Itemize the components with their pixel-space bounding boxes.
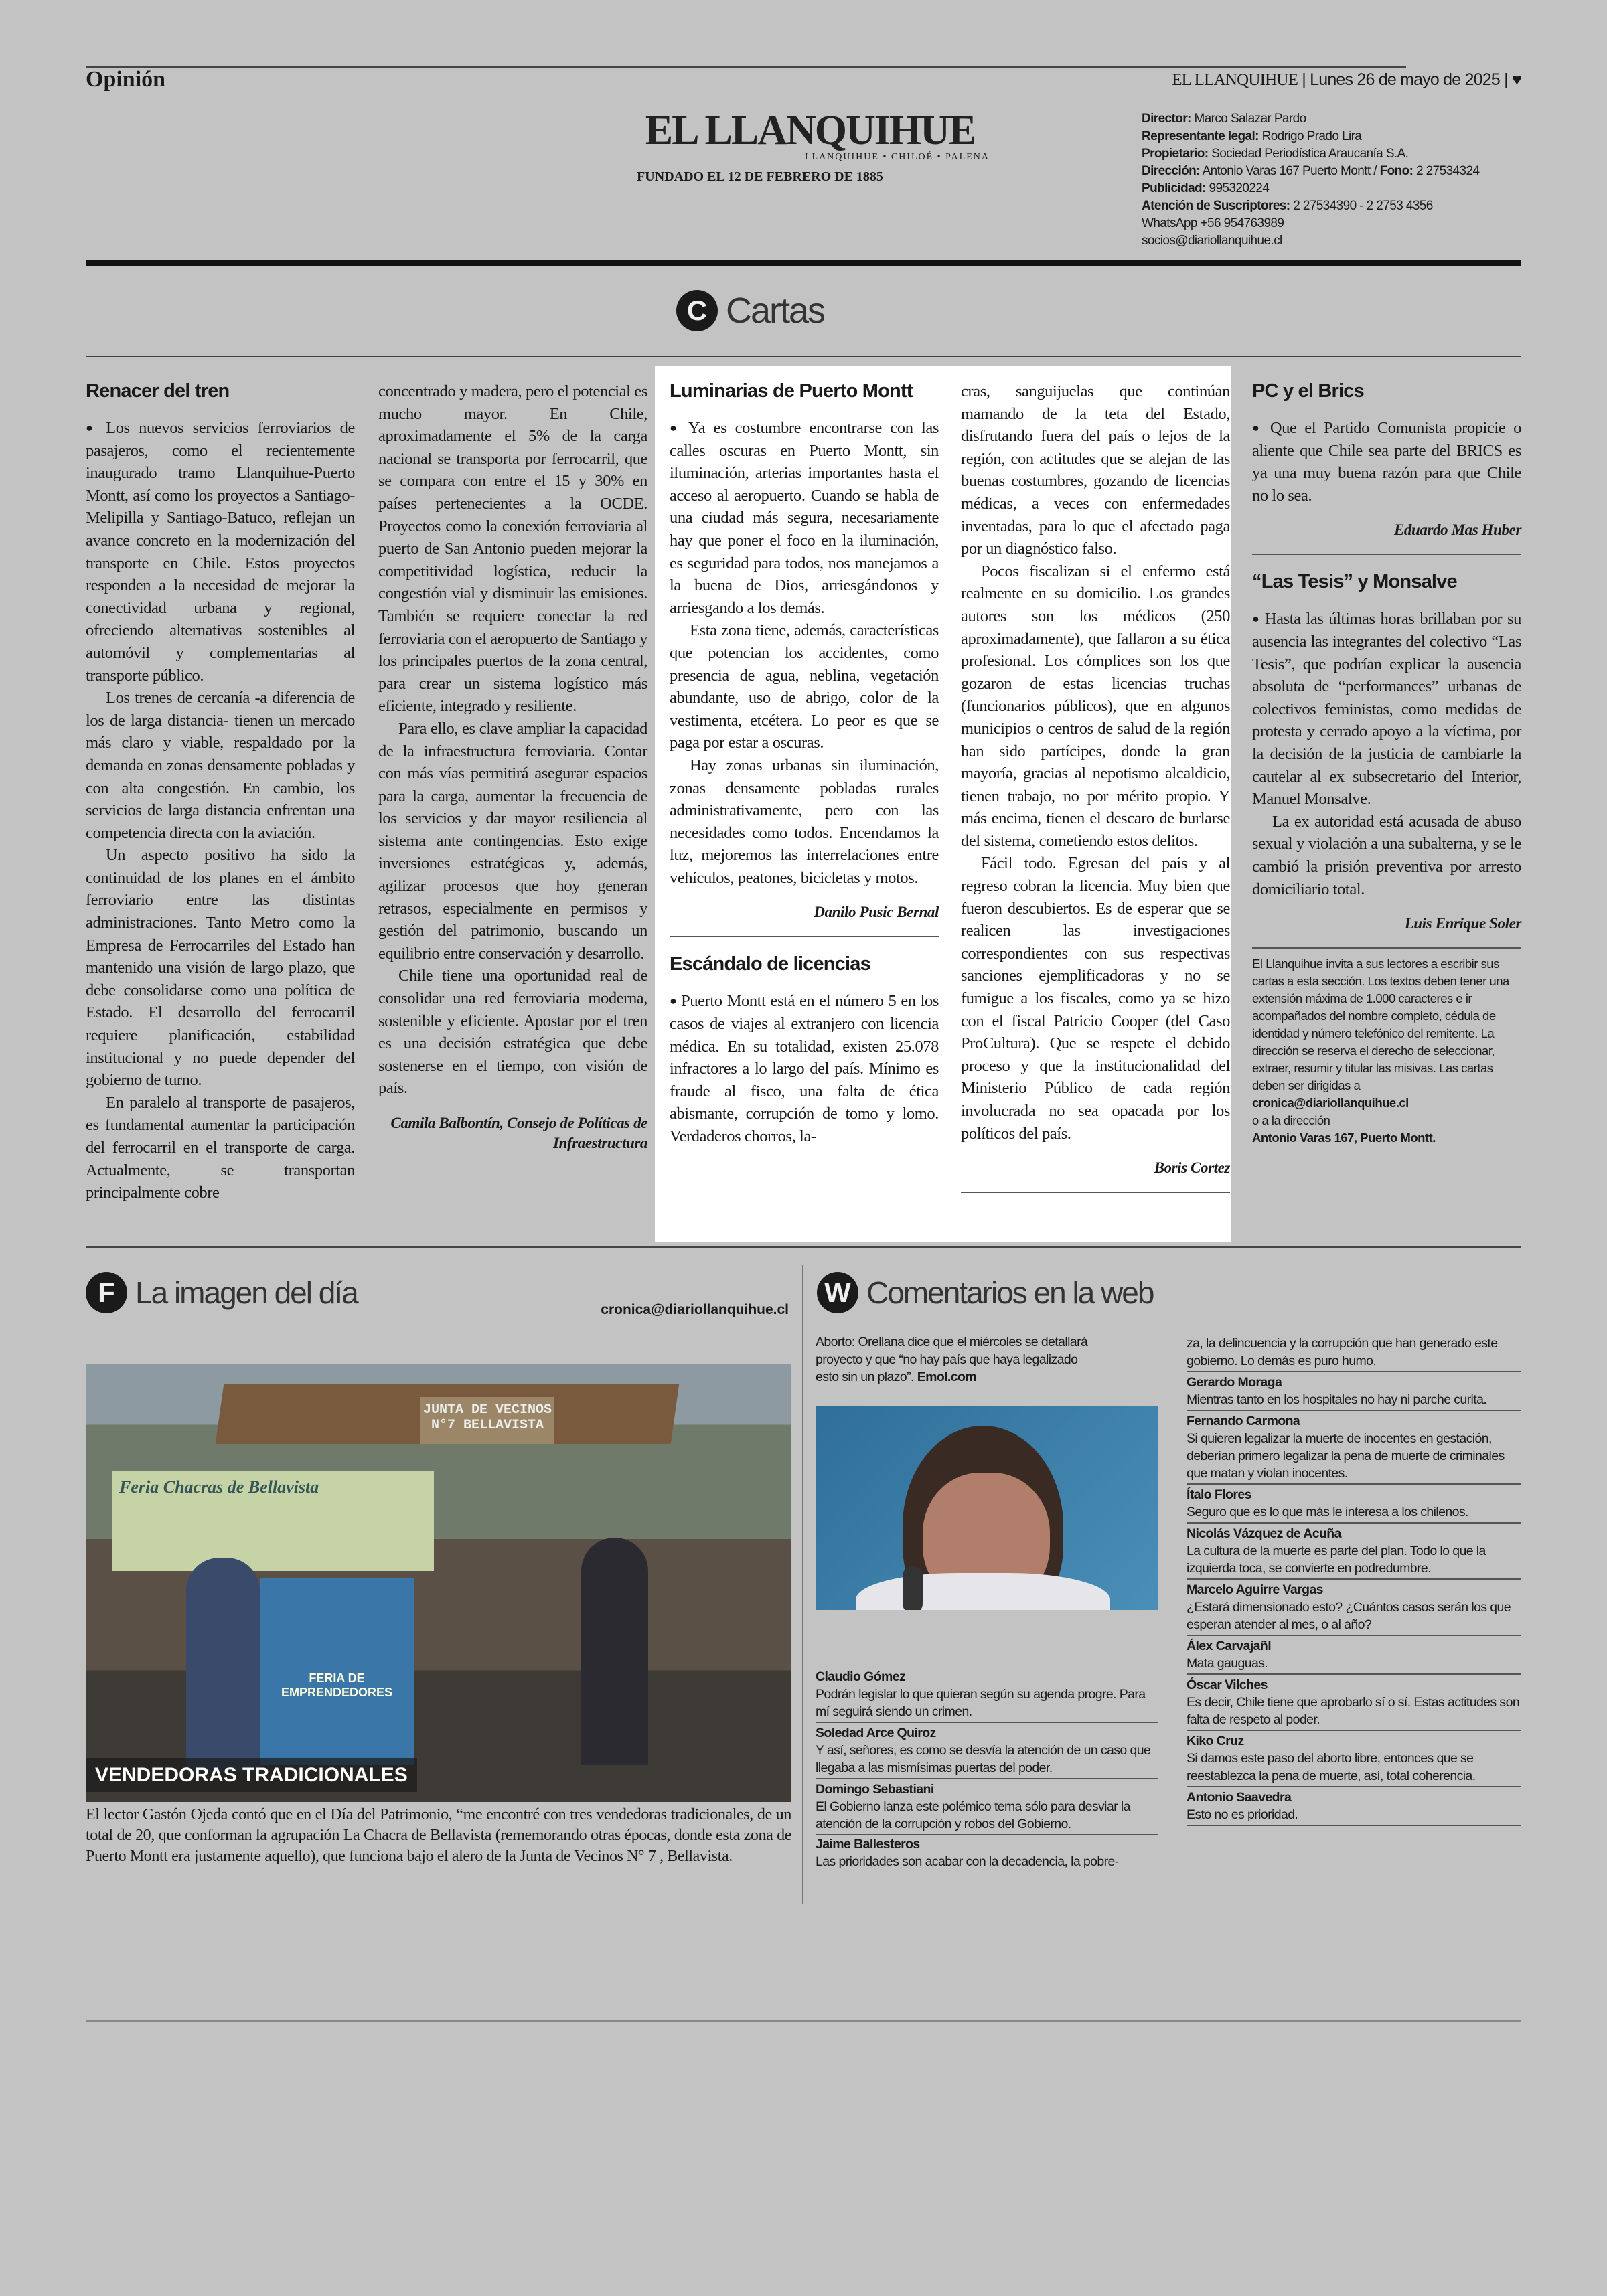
politician-photo <box>816 1406 1158 1610</box>
comment: Antonio Saavedra Esto no es prioridad. <box>1187 1787 1521 1826</box>
twitter-icon[interactable]: ♥ <box>1511 70 1521 89</box>
paper-name: EL LLANQUIHUE <box>1172 71 1298 89</box>
comentarios-title: Comentarios en la web <box>866 1275 1154 1310</box>
letter-title: Escándalo de licencias <box>670 953 870 975</box>
comment: Marcelo Aguirre Vargas ¿Estará dimensionado esto? ¿Cuántos casos serán los que esperan atender al mes, o al año? <box>1187 1580 1521 1636</box>
divider <box>86 356 1521 357</box>
letter-title: PC y el Brics <box>1252 380 1364 402</box>
w-icon: W <box>817 1272 858 1313</box>
letter-luminarias: Luminarias de Puerto Montt ● Ya es costumbre encontrarse con las calles oscuras en Puerto Montt, sin iluminación, arterias importantes hasta el acceso al aeropuerto. Cuando se habla de una ciudad más segura, necesariamente hay que poner el foco en la iluminación, es seguridad para todos, nos manejamos a la buena de Dios, arriesgándonos y arriesgando a los demás. Esta zona tiene, además, características que potencian los accidentes, como presencia de agua, neblina, vegetación abundante, uso de abrigo, color de la vestimenta, etcétera. Lo peor es que se paga por estar a oscuras. Hay zonas urbanas sin iluminación, zonas densamente pobladas rurales administrativamente, pero con las necesidades como todos. Encendamos la luz, mejoremos las interrelaciones entre vehículos, peatones, bicicletas y motos. Danilo Pusic Bernal Escándalo de licencias ● Puerto Montt está en el número 5 en los casos de viajes al extranjero con licencia médica. En su totalidad, existen 25.078 infractores a lo largo del país. Mínimo es fraude al fisco, una falta de ética abismante, corrupción de tomo y lomo. Verdaderos chorros, la- <box>670 380 939 1148</box>
letter-renacer-cont: concentrado y madera, pero el potencial es mucho mayor. En Chile, aproximadamente el 5% de la carga nacional se transporta por ferrocarril, que se compara con entre el 15 y 30% en países pertenecientes a la OCDE. Proyectos como la conexión ferroviaria al puerto de San Antonio pueden mejorar la competitividad logística, reducir la congestión vial y disminuir las emisiones. También se requiere conectar la red ferroviaria con el aeropuerto de Santiago y los principales puertos de la zona central, para crear un sistema logístico más eficiente, integrado y resiliente. Para ello, es clave ampliar la capacidad de la infraestructura ferroviaria. Contar con más vías permitirá asegurar espacios para la carga, aumentar la frecuencia de los servicios y dar mayor resiliencia al sistema ante contingencias. Esto exige inversiones estratégicas y, además, agilizar procesos que hoy generan retrasos, especialmente en permisos y gestión del patrimonio, buscando un equilibrio entre conservación y desarrollo. Chile tiene una oportunidad real de consolidar una red ferroviaria moderna, sostenible y eficiente. Apostar por el tren es una decisión estratégica que debe sostenerse en el tiempo, con visión de país. Camila Balbontín, Consejo de Políticas de Infraestructura <box>378 380 647 1153</box>
dateline: EL LLANQUIHUE | Lunes 26 de mayo de 2025 | ♥ <box>1172 70 1521 89</box>
imagen-email[interactable]: cronica@diariollanquihue.cl <box>601 1302 789 1317</box>
thick-rule <box>86 260 1521 266</box>
f-icon: F <box>86 1272 127 1313</box>
letter-title: Luminarias de Puerto Montt <box>670 380 913 402</box>
photo-label: VENDEDORAS TRADICIONALES <box>86 1758 417 1792</box>
signature: Eduardo Mas Huber <box>1393 521 1521 539</box>
date: Lunes 26 de mayo de 2025 <box>1310 70 1500 89</box>
cartas-header <box>676 290 824 331</box>
divider <box>86 1246 1521 1248</box>
letter-brics: PC y el Brics ● Que el Partido Comunista propicie o aliente que Chile sea parte del BRICS es ya una muy buena razón para que Chile no lo sea. Eduardo Mas Huber “Las Tesis” y Monsalve ● Hasta las últimas horas brillaban por su ausencia las integrantes del colectivo “Las Tesis”, que podrían explicar la ausencia absoluta de “performances” urbanas de colectivos feministas, como medidas de protesta y cerrado apoyo a la víctima, por la decisión de la justicia de cambiarle la cautelar al ex subsecretario del Interior, Manuel Monsalve. La ex autoridad está acusada de abuso sexual y violación a una subalterna, y se le cambió la prisión preventiva por arresto domiciliario total. Luis Enrique Soler El Llanquihue invita a sus lectores a escribir sus cartas a esta sección. Los textos deben tener una extensión máxima de 1.000 caracteres e ir acompañados del nombre completo, cédula de identidad y número telefónico del remitente. La dirección se reserva el derecho de seleccionar, extraer, resumir y titular las misivas. Las cartas deben ser dirigidas a cronica@diariollanquihue.cl o a la dirección Antonio Varas 167, Puerto Montt. <box>1252 380 1521 1147</box>
source-link[interactable]: Emol.com <box>917 1370 977 1384</box>
comment: Óscar Vilches Es decir, Chile tiene que aprobarlo sí o sí. Estas actitudes son falta de respeto al poder. <box>1187 1675 1521 1731</box>
column-divider <box>802 1265 804 1904</box>
letter-title: “Las Tesis” y Monsalve <box>1252 571 1457 593</box>
comment: Fernando Carmona Si quieren legalizar la muerte de inocentes en gestación, deberían primero legalizar la pena de muerte de criminales que matan y violan inocentes. <box>1187 1411 1521 1485</box>
market-photo <box>86 1364 791 1802</box>
comment: Gerardo Moraga Mientras tanto en los hospitales no hay ni parche curita. <box>1187 1372 1521 1411</box>
signature: Boris Cortez <box>1154 1159 1230 1177</box>
comentarios-header <box>817 1272 1153 1313</box>
masthead: Director: Marco Salazar Pardo Representante legal: Rodrigo Prado Lira Propietario: Sociedad Periodística Araucanía S.A. Dirección: Antonio Varas 167 Puerto Montt / Fono: 2 27534324 Publicidad: 995320224 Atención de Suscriptores: 2 27534390 - 2 2753 4356 WhatsApp +56 954763989 socios@diariollanquihue.cl <box>1142 112 1480 248</box>
comment: Claudio Gómez Podrán legislar lo que quieran según su agenda progre. Para mí seguirá siendo un crimen. <box>816 1667 1158 1723</box>
comment: Domingo Sebastiani El Gobierno lanza este polémico tema sólo para desviar la atención de la corrupción y robos del Gobierno. <box>816 1779 1158 1835</box>
submission-note: El Llanquihue invita a sus lectores a escribir sus cartas a esta sección. Los textos deben tener una extensión máxima de 1.000 caracteres e ir acompañados del nombre completo, cédula de identidad y número telefónico del remitente. La dirección se reserva el derecho de seleccionar, extraer, resumir y titular las misivas. Las cartas deben ser dirigidas a cronica@diariollanquihue.cl o a la dirección Antonio Varas 167, Puerto Montt. <box>1252 955 1521 1147</box>
photo-caption: El lector Gastón Ojeda contó que en el Día del Patrimonio, “me encontré con tres vendedoras tradicionales, de un total de 20, que conforman la agrupación La Chacra de Bellavista (rememorando otras épocas, donde esta zona de Puerto Montt era justamente aquello), que funciona bajo el alero de la Junta de Vecinos N° 7 , Bellavista. <box>86 1806 791 1865</box>
section-label: Opinión <box>86 67 166 92</box>
letter-renacer: Renacer del tren ● Los nuevos servicios ferroviarios de pasajeros, como el recientemente inaugurado tramo Llanquihue-Puerto Montt, así como los proyectos a Santiago-Melipilla y Santiago-Batuco, reflejan un avance concreto en la modernización del transporte en Chile. Estos proyectos responden a la necesidad de mejorar la conectividad urbana y regional, ofreciendo alternativas sostenibles al automóvil y complementarias al transporte público. Los trenes de cercanía -a diferencia de los de larga distancia- tienen un mercado más claro y viable, respaldado por la demanda en zonas densamente pobladas y con alta congestión. En cambio, los servicios de larga distancia enfrentan una competencia directa con la aviación. Un aspecto positivo ha sido la continuidad de los planes en el ámbito ferroviario entre las distintas administraciones. Tanto Metro como la Empresa de Ferrocarriles del Estado han mantenido una visión de largo plazo, que debe consolidarse como una política de Estado. El desarrollo del ferrocarril requiere planificación, estabilidad institucional y no puede depender del gobierno de turno. En paralelo al transporte de pasajeros, es fundamental aumentar la participación del ferrocarril en el transporte de carga. Actualmente, se transportan principalmente cobre <box>86 380 355 1204</box>
imagen-header <box>86 1272 358 1313</box>
comment: Jaime Ballesteros Las prioridades son acabar con la decadencia, la pobre- <box>816 1837 1119 1869</box>
signature: Camila Balbontín, Consejo de Políticas de Infraestructura <box>390 1115 647 1151</box>
cartas-title: Cartas <box>726 291 825 331</box>
comment: Kiko Cruz Si damos este paso del aborto libre, entonces que se reestablezca la pena de muerte, así, total coherencia. <box>1187 1731 1521 1787</box>
logo-name: EL LLANQUIHUE <box>645 108 976 153</box>
top-rule <box>86 66 1406 68</box>
junta-sign: JUNTA DE VECINOS N°7 BELLAVISTA <box>420 1397 554 1444</box>
logo-subtitle: LLANQUIHUE • CHILOÉ • PALENA <box>804 152 990 162</box>
signature: Danilo Pusic Bernal <box>814 904 939 921</box>
comments-right: za, la delincuencia y la corrupción que han generado este gobierno. Lo demás es puro humo. Gerardo Moraga Mientras tanto en los hospitales no hay ni parche curita. Fernando Carmona Si quieren legalizar la muerte de inocentes en gestación, deberían primero legalizar la pena de muerte de criminales que matan y violan inocentes. Ítalo Flores Seguro que es lo que más le interesa a los chilenos. Nicolás Vázquez de Acuña La cultura de la muerte es parte del plan. Todo lo que la izquierda toca, se convierte en podredumbre. Marcelo Aguirre Vargas ¿Estará dimensionado esto? ¿Cuántos casos serán los que esperan atender al mes, o al año? Álex Carvajañl Mata gauguas. Óscar Vilches Es decir, Chile tiene que aprobarlo sí o sí. Estas actitudes son falta de respeto al poder. Kiko Cruz Si damos este paso del aborto libre, entonces que se reestablezca la pena de muerte, así, total coherencia. Antonio Saavedra Esto no es prioridad. <box>1187 1333 1521 1826</box>
poster: FERIA DE EMPRENDEDORES <box>260 1578 414 1765</box>
comment: Nicolás Vázquez de Acuña La cultura de la muerte es parte del plan. Todo lo que la izquierda toca, se convierte en podredumbre. <box>1187 1524 1521 1580</box>
logo-founded: FUNDADO EL 12 DE FEBRERO DE 1885 <box>637 169 883 184</box>
letter-title: Renacer del tren <box>86 380 230 402</box>
logo <box>603 107 1018 185</box>
comment: Ítalo Flores Seguro que es lo que más le interesa a los chilenos. <box>1187 1485 1521 1524</box>
email-link[interactable]: cronica@diariollanquihue.cl <box>1252 1096 1409 1111</box>
signature: Luis Enrique Soler <box>1404 915 1521 932</box>
comments-lead: Aborto: Orellana dice que el miércoles se detallará proyecto y que “no hay país que haya legalizado esto sin un plazo”. Emol.com <box>816 1335 1088 1384</box>
comment: Álex Carvajañl Mata gauguas. <box>1187 1636 1521 1675</box>
comment: Soledad Arce Quiroz Y así, señores, es como se desvía la atención de un caso que llegaba a las mismísimas puertas del poder. <box>816 1723 1158 1779</box>
c-icon: C <box>676 290 718 331</box>
bottom-rule <box>86 2020 1521 2022</box>
comments-left <box>816 1667 1158 1870</box>
banner: Feria Chacras de Bellavista <box>112 1471 434 1571</box>
imagen-title: La imagen del día <box>135 1275 358 1310</box>
letter-licencias-cont: cras, sanguijuelas que continúan mamando de la teta del Estado, disfrutando fuera del país o lejos de la región, con actitudes que se alejan de las buenas costumbres, gozando de licencias médicas, a veces con enfermedades inventadas, para lo que el afectado paga por un diagnóstico falso. Pocos fiscalizan si el enfermo está realmente en su domicilio. Los grandes autores son los médicos (250 aproximadamente), que fallaron a su ética profesional. Los cómplices son los que gozaron de estas licencias truchas (funcionarios públicos), que en algunos municipios o centros de salud de la región han sido partícipes, donde la gran mayoría, gracias al nepotismo alcaldicio, tienen trabajo, no por mérito propio. Y más encima, tienen el descaro de burlarse del sistema, cometiendo estos delitos. Fácil todo. Egresan del país y al regreso cobran la licencia. Muy bien que fueron descubiertos. Es de esperar que se realicen las investigaciones correspondientes con sus respectivas sanciones ejemplificadoras y no se fumigue a los fiscales, como ya se hizo con el fiscal Patricio Cooper (del Caso ProCultura). Que se respete el debido proceso y que la institucionalidad del Ministerio Público de cada región involucrada no sea opacada por los políticos del país. Boris Cortez <box>961 380 1230 1209</box>
